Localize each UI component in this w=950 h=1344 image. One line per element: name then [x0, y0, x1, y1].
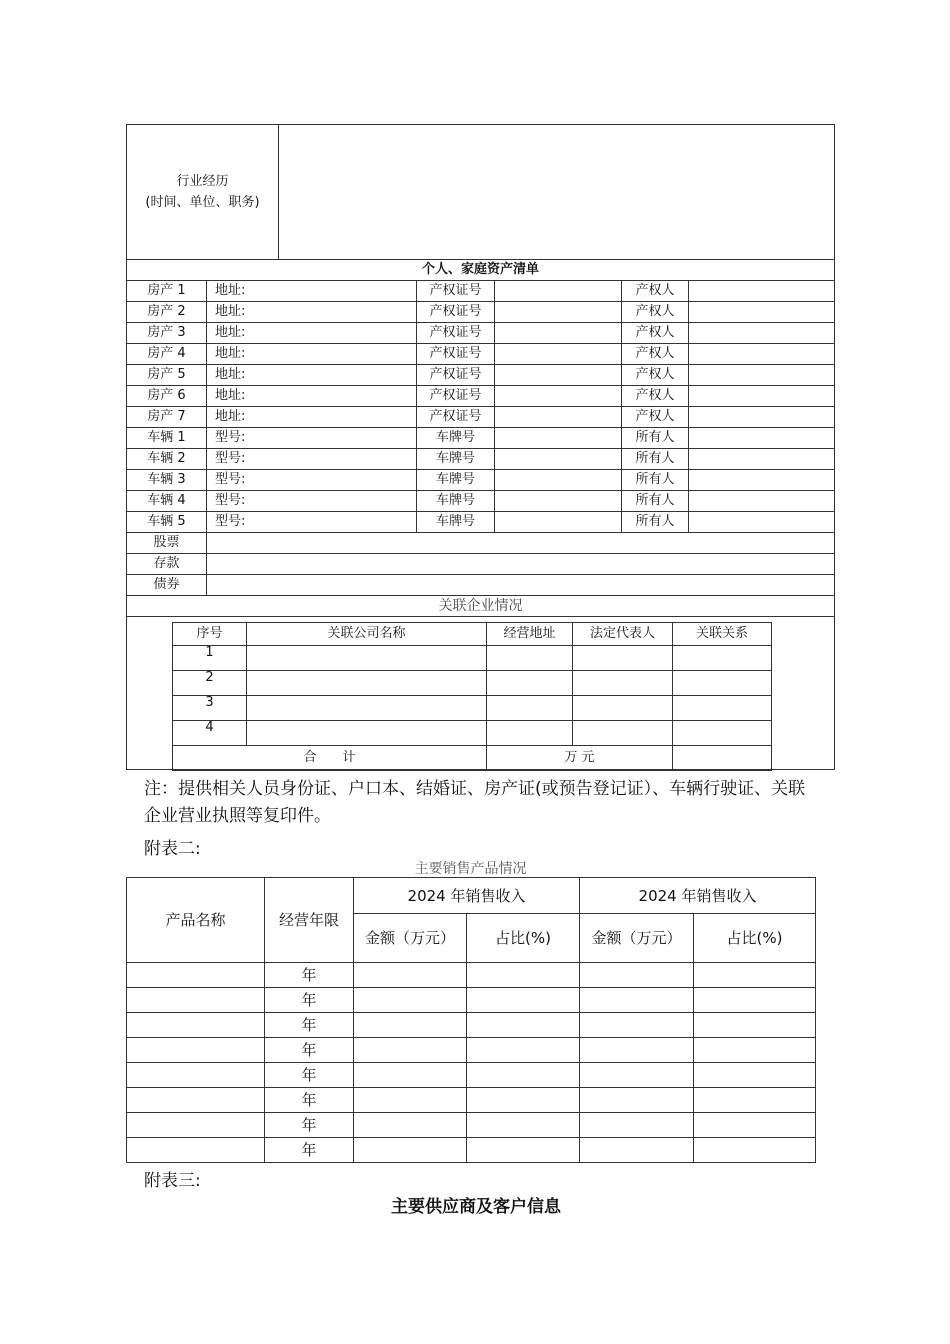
house-owner-label: 产权人	[622, 344, 689, 365]
product-name-input[interactable]	[127, 1038, 265, 1063]
vehicle-owner-label: 所有人	[622, 512, 689, 533]
sales-cell-input[interactable]	[694, 963, 816, 988]
col-relation: 关联关系	[673, 623, 772, 646]
experience-label-cell	[127, 125, 279, 260]
vehicle-label: 车辆 5	[127, 512, 207, 533]
product-row	[127, 1038, 816, 1063]
sales-cell-input[interactable]	[580, 1013, 694, 1038]
house-cert-label: 产权证号	[417, 407, 495, 428]
appendix2-subtitle: 主要销售产品情况	[414, 861, 527, 877]
years-unit: 年	[265, 1088, 354, 1113]
years-unit: 年	[265, 988, 354, 1013]
sales-cell-input[interactable]	[354, 1038, 467, 1063]
house-row	[127, 365, 835, 386]
house-cert-input[interactable]	[495, 407, 622, 428]
house-cert-input[interactable]	[495, 386, 622, 407]
bonds-input[interactable]	[207, 575, 835, 596]
col-index: 序号	[173, 623, 247, 646]
house-row	[127, 386, 835, 407]
vehicle-plate-label: 车牌号	[417, 428, 495, 449]
sales-cell-input[interactable]	[354, 1063, 467, 1088]
related-cell-input[interactable]	[487, 696, 573, 721]
house-label: 房产 6	[127, 386, 207, 407]
vehicle-owner-input[interactable]	[689, 428, 835, 449]
house-owner-input[interactable]	[689, 407, 835, 428]
sales-cell-input[interactable]	[694, 1063, 816, 1088]
product-row	[127, 1013, 816, 1038]
house-label: 房产 4	[127, 344, 207, 365]
years-unit: 年	[265, 1113, 354, 1138]
sales-cell-input[interactable]	[354, 1138, 467, 1163]
vehicle-row	[127, 428, 835, 449]
house-cert-label: 产权证号	[417, 281, 495, 302]
house-cert-label: 产权证号	[417, 323, 495, 344]
house-address-label: 地址:	[207, 365, 417, 386]
related-cell-input[interactable]	[573, 721, 673, 746]
house-owner-input[interactable]	[689, 281, 835, 302]
bonds-label: 债券	[127, 575, 207, 596]
experience-label-detail: (时间、单位、职务)	[145, 195, 260, 210]
product-name-input[interactable]	[127, 1013, 265, 1038]
related-cell-input[interactable]	[247, 671, 487, 696]
related-cell-input[interactable]	[247, 646, 487, 671]
product-row	[127, 963, 816, 988]
house-cert-input[interactable]	[495, 302, 622, 323]
related-company-table	[172, 622, 772, 771]
sales-cell-input[interactable]	[580, 1138, 694, 1163]
product-row	[127, 1138, 816, 1163]
vehicle-model-label: 型号:	[207, 449, 417, 470]
house-address-label: 地址:	[207, 302, 417, 323]
vehicle-model-label: 型号:	[207, 470, 417, 491]
product-name-input[interactable]	[127, 1063, 265, 1088]
house-row	[127, 344, 835, 365]
related-cell-input[interactable]	[673, 646, 772, 671]
house-owner-label: 产权人	[622, 302, 689, 323]
house-owner-input[interactable]	[689, 344, 835, 365]
vehicle-plate-label: 车牌号	[417, 470, 495, 491]
related-index: 1	[173, 646, 247, 671]
col-company-name: 关联公司名称	[247, 623, 487, 646]
house-row	[127, 302, 835, 323]
experience-input-cell[interactable]	[279, 125, 835, 260]
house-address-label: 地址:	[207, 323, 417, 344]
sales-cell-input[interactable]	[580, 988, 694, 1013]
related-row	[173, 671, 772, 696]
vehicle-label: 车辆 1	[127, 428, 207, 449]
vehicle-plate-label: 车牌号	[417, 449, 495, 470]
deposits-label: 存款	[127, 554, 207, 575]
house-cert-label: 产权证号	[417, 386, 495, 407]
house-cert-label: 产权证号	[417, 344, 495, 365]
related-cell-input[interactable]	[673, 721, 772, 746]
house-owner-input[interactable]	[689, 386, 835, 407]
house-owner-input[interactable]	[689, 365, 835, 386]
sales-cell-input[interactable]	[467, 963, 580, 988]
sales-cell-input[interactable]	[467, 1038, 580, 1063]
house-owner-label: 产权人	[622, 365, 689, 386]
vehicle-label: 车辆 3	[127, 470, 207, 491]
years-unit: 年	[265, 1013, 354, 1038]
vehicle-model-label: 型号:	[207, 491, 417, 512]
appendix3-label: 附表三:	[144, 1171, 201, 1191]
sales-cell-input[interactable]	[467, 1063, 580, 1088]
sales-cell-input[interactable]	[580, 1063, 694, 1088]
product-name-input[interactable]	[127, 988, 265, 1013]
product-name-input[interactable]	[127, 963, 265, 988]
vehicle-plate-input[interactable]	[495, 491, 622, 512]
house-label: 房产 5	[127, 365, 207, 386]
house-owner-label: 产权人	[622, 386, 689, 407]
vehicle-plate-input[interactable]	[495, 428, 622, 449]
sales-cell-input[interactable]	[467, 1088, 580, 1113]
house-address-label: 地址:	[207, 407, 417, 428]
related-cell-input[interactable]	[573, 696, 673, 721]
product-name-input[interactable]	[127, 1138, 265, 1163]
related-cell-input[interactable]	[247, 696, 487, 721]
years-unit: 年	[265, 1038, 354, 1063]
vehicle-model-label: 型号:	[207, 428, 417, 449]
total-input[interactable]	[673, 746, 772, 771]
vehicle-plate-input[interactable]	[495, 512, 622, 533]
vehicle-owner-label: 所有人	[622, 449, 689, 470]
stocks-label: 股票	[127, 533, 207, 554]
house-cert-input[interactable]	[495, 323, 622, 344]
sales-cell-input[interactable]	[354, 988, 467, 1013]
col-product-name: 产品名称	[127, 878, 265, 963]
total-unit: 万 元	[487, 746, 673, 771]
house-owner-label: 产权人	[622, 407, 689, 428]
col-amount-2: 金额（万元）	[580, 914, 694, 963]
sales-cell-input[interactable]	[694, 1088, 816, 1113]
experience-label: 行业经历	[176, 174, 229, 189]
sales-cell-input[interactable]	[694, 1113, 816, 1138]
house-row	[127, 407, 835, 428]
related-row	[173, 646, 772, 671]
house-label: 房产 1	[127, 281, 207, 302]
related-row	[173, 696, 772, 721]
related-cell-input[interactable]	[673, 696, 772, 721]
years-unit: 年	[265, 1138, 354, 1163]
vehicle-plate-input[interactable]	[495, 449, 622, 470]
house-owner-label: 产权人	[622, 323, 689, 344]
product-row	[127, 988, 816, 1013]
years-unit: 年	[265, 963, 354, 988]
vehicle-owner-label: 所有人	[622, 470, 689, 491]
vehicle-row	[127, 470, 835, 491]
sales-cell-input[interactable]	[694, 988, 816, 1013]
sales-cell-input[interactable]	[354, 1013, 467, 1038]
sales-cell-input[interactable]	[694, 1138, 816, 1163]
house-owner-input[interactable]	[689, 302, 835, 323]
vehicle-model-label: 型号:	[207, 512, 417, 533]
house-cert-input[interactable]	[495, 365, 622, 386]
vehicle-label: 车辆 4	[127, 491, 207, 512]
sales-cell-input[interactable]	[354, 963, 467, 988]
sales-cell-input[interactable]	[580, 963, 694, 988]
product-name-input[interactable]	[127, 1088, 265, 1113]
house-address-label: 地址:	[207, 386, 417, 407]
sales-cell-input[interactable]	[354, 1088, 467, 1113]
house-address-label: 地址:	[207, 344, 417, 365]
col-years: 经营年限	[265, 878, 354, 963]
house-cert-label: 产权证号	[417, 365, 495, 386]
vehicle-owner-label: 所有人	[622, 491, 689, 512]
house-address-label: 地址:	[207, 281, 417, 302]
house-owner-input[interactable]	[689, 323, 835, 344]
vehicle-owner-input[interactable]	[689, 449, 835, 470]
house-row	[127, 281, 835, 302]
sales-cell-input[interactable]	[694, 1038, 816, 1063]
appendix2-label: 附表二:	[144, 839, 201, 859]
sales-cell-input[interactable]	[467, 1013, 580, 1038]
house-cert-label: 产权证号	[417, 302, 495, 323]
product-row	[127, 1088, 816, 1113]
related-cell-input[interactable]	[487, 671, 573, 696]
related-cell-input[interactable]	[573, 671, 673, 696]
related-cell-input[interactable]	[573, 646, 673, 671]
note-text: 注：提供相关人员身份证、户口本、结婚证、房产证(或预告登记证）、车辆行驶证、关联企业营业执照等复印件。	[144, 779, 806, 826]
house-cert-input[interactable]	[495, 344, 622, 365]
related-row	[173, 721, 772, 746]
col-ratio-1: 占比(%)	[467, 914, 580, 963]
deposits-input[interactable]	[207, 554, 835, 575]
vehicle-owner-input[interactable]	[689, 470, 835, 491]
total-label: 合 计	[173, 746, 487, 771]
vehicle-owner-input[interactable]	[689, 512, 835, 533]
assets-title: 个人、家庭资产清单	[127, 260, 835, 281]
related-title: 关联企业情况	[127, 596, 835, 617]
sales-cell-input[interactable]	[467, 988, 580, 1013]
product-name-input[interactable]	[127, 1113, 265, 1138]
col-amount-1: 金额（万元）	[354, 914, 467, 963]
related-index: 2	[173, 671, 247, 696]
sales-cell-input[interactable]	[580, 1088, 694, 1113]
house-owner-label: 产权人	[622, 281, 689, 302]
vehicle-plate-input[interactable]	[495, 470, 622, 491]
stocks-input[interactable]	[207, 533, 835, 554]
sales-cell-input[interactable]	[354, 1113, 467, 1138]
sales-product-table	[126, 877, 816, 1163]
years-unit: 年	[265, 1063, 354, 1088]
col-address: 经营地址	[487, 623, 573, 646]
vehicle-label: 车辆 2	[127, 449, 207, 470]
vehicle-row	[127, 449, 835, 470]
vehicle-row	[127, 512, 835, 533]
appendix3-title: 主要供应商及客户信息	[391, 1197, 561, 1217]
sales-cell-input[interactable]	[467, 1113, 580, 1138]
house-label: 房产 2	[127, 302, 207, 323]
sales-cell-input[interactable]	[694, 1013, 816, 1038]
sales-cell-input[interactable]	[580, 1113, 694, 1138]
vehicle-row	[127, 491, 835, 512]
sales-cell-input[interactable]	[580, 1038, 694, 1063]
col-group-sales-2: 2024 年销售收入	[580, 878, 816, 914]
house-label: 房产 7	[127, 407, 207, 428]
house-cert-input[interactable]	[495, 281, 622, 302]
house-row	[127, 323, 835, 344]
related-cell-input[interactable]	[247, 721, 487, 746]
vehicle-plate-label: 车牌号	[417, 491, 495, 512]
house-label: 房产 3	[127, 323, 207, 344]
product-row	[127, 1063, 816, 1088]
vehicle-plate-label: 车牌号	[417, 512, 495, 533]
sales-cell-input[interactable]	[467, 1138, 580, 1163]
related-index: 4	[173, 721, 247, 746]
vehicle-owner-input[interactable]	[689, 491, 835, 512]
col-legal-rep: 法定代表人	[573, 623, 673, 646]
related-cell-input[interactable]	[487, 646, 573, 671]
vehicle-owner-label: 所有人	[622, 428, 689, 449]
product-row	[127, 1113, 816, 1138]
related-cell-input[interactable]	[487, 721, 573, 746]
related-cell-input[interactable]	[673, 671, 772, 696]
related-index: 3	[173, 696, 247, 721]
col-ratio-2: 占比(%)	[694, 914, 816, 963]
col-group-sales-1: 2024 年销售收入	[354, 878, 580, 914]
